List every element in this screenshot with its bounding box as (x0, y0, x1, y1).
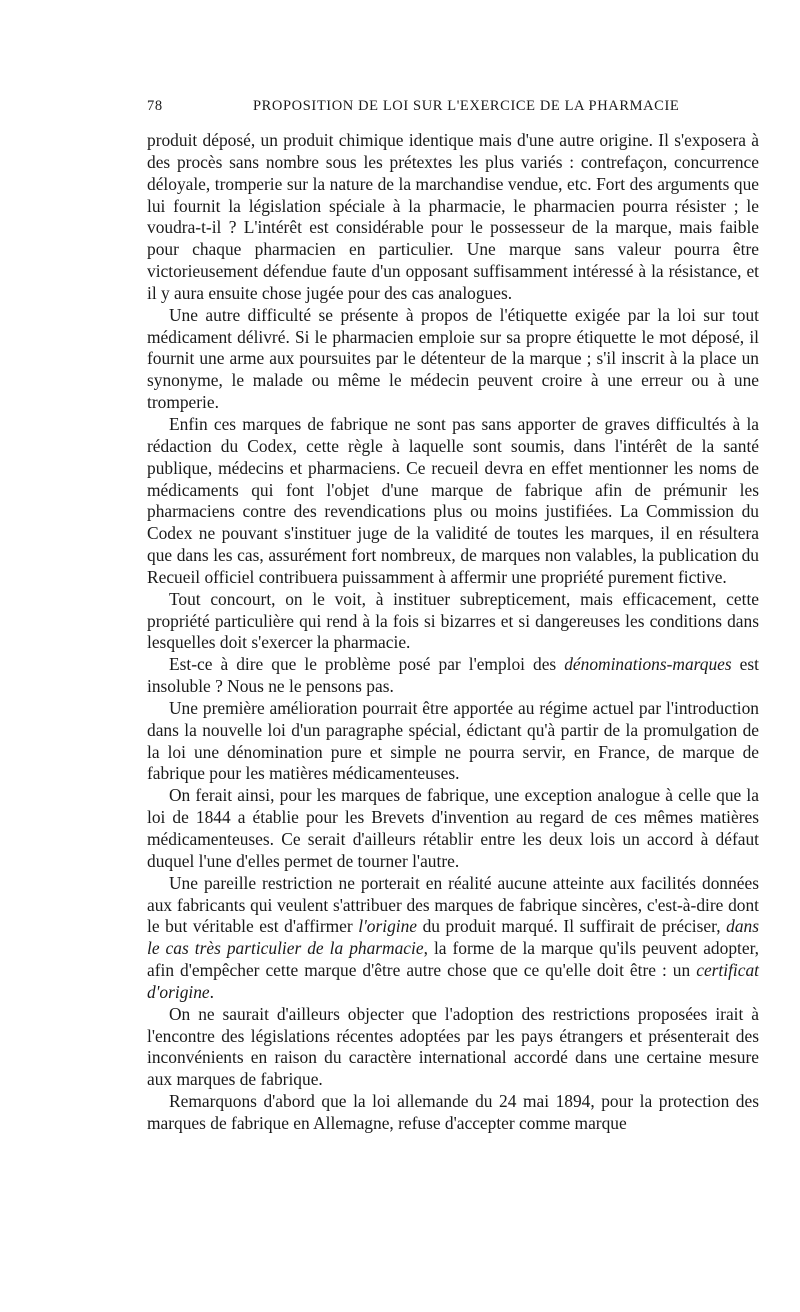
body-text (147, 130, 759, 1135)
paragraph-etiquette: Une autre difficulté se présente à propos de l'étiquette exigée par la loi sur tout médicament délivré. Si le pharmacien emploie sur sa propre étiquette le mot déposé, il fournit une arme aux poursuites par le détenteur de la marque ; s'il inscrit à la place un synonyme, le malade ou même le médecin peuvent croire à une erreur ou à une tromperie. (147, 304, 759, 413)
paragraph-pareille-restriction (147, 873, 759, 1004)
paragraph-codex: Enfin ces marques de fabrique ne sont pas sans apporter de graves difficultés à la rédaction du Codex, cette règle à laquelle sont soumis, dans l'intérêt de la santé publique, médecins et pharmaciens. Ce recueil devra en effet mentionner les noms de médicaments qui font l'objet d'une marque de fabrique afin de prémunir les pharmaciens contre des revendications plus ou moins justifiées. La Commission du Codex ne pouvant s'instituer juge de la validité de toutes les marques, il en résultera que dans les cas, assurément fort nombreux, de marques non valables, la publication du Recueil officiel contribuera puissamment à affermir une propriété purement fictive. (147, 413, 759, 587)
italic-term: l'origine (358, 916, 418, 937)
paragraph-tout-concourt: Tout concourt, on le voit, à instituer subrepticement, mais efficacement, cette propriété particulière qui rend à la fois si bizarres et si dangereuses les conditions dans lesquelles doit s'exercer la pharmacie. (147, 588, 759, 653)
text-segment: Une pareille restriction ne porterait en réalité aucune atteinte aux facilités données aux fabricants qui veulent s'attribuer des marques de fabrique sincères, c'est-à-dire dont le but véritable est d'affirmer (147, 872, 759, 937)
italic-term: certificat d'origine (147, 960, 759, 1002)
text-segment: est insoluble ? Nous ne le pensons pas. (147, 654, 760, 697)
paragraph-objection: On ne saurait d'ailleurs objecter que l'adoption des restrictions proposées irait à l'encontre des législations récentes adoptées par les pays étrangers et présenterait des inconvénients en raison du caractère international accordé dans une certaine mesure aux marques de fabrique. (147, 1003, 759, 1090)
paragraph-continued: produit déposé, un produit chimique identique mais d'une autre origine. Il s'exposera à des procès sans nombre sous les prétextes les plus variés : contrefaçon, concurrence déloyale, tromperie sur la nature de la marchandise vendue, etc. Fort des arguments que lui fournit la législation spéciale à la pharmacie, le pharmacien pourra résister ; le voudra-t-il ? L'intérêt est considérable pour le possesseur de la marque, mais faible pour chaque pharmacien en particulier. Une marque sans valeur pourra être victorieusement défendue faute d'un opposant suffisamment intéressé à la résistance, et il y aura ensuite chose jugée pour des cas analogues. (147, 130, 759, 303)
running-title: PROPOSITION DE LOI SUR L'EXERCICE DE LA PHARMACIE (253, 98, 680, 114)
text-segment: du produit marqué. Il suffirait de préciser, (417, 916, 727, 937)
page-number: 78 (147, 98, 163, 114)
paragraph-on-ferait-ainsi: On ferait ainsi, pour les marques de fabrique, une exception analogue à celle que la loi de 1844 a établie pour les Brevets d'invention au regard de ces mêmes matières médicamenteuses. Ce serait d'ailleurs rétablir entre les deux lois un accord à défaut duquel l'une d'elles permet de tourner l'autre. (147, 785, 759, 871)
paragraph-premiere-amelioration: Une première amélioration pourrait être apportée au régime actuel par l'introduction dans la nouvelle loi d'un paragraphe spécial, édictant qu'à partir de la promulgation de la loi une dénomination pure et simple ne pourra servir, en France, de marque de fabrique pour les matières médicamenteuses. (147, 697, 759, 784)
text-segment: , la forme de la marque qu'ils peuvent adopter, afin d'empêcher cette marque d'être autre chose que ce qu'elle doit être : un (147, 938, 760, 981)
text-segment: Est-ce à dire que le problème posé par l'emploi des (169, 654, 565, 675)
italic-term: dénominations-marques (564, 654, 732, 675)
text-segment: . (209, 981, 215, 1002)
running-header (147, 98, 759, 118)
italic-term: dans le cas très particulier de la pharmacie (147, 916, 759, 959)
paragraph-est-ce-a-dire (147, 654, 759, 698)
paragraph-loi-allemande: Remarquons d'abord que la loi allemande du 24 mai 1894, pour la protection des marques de fabrique en Allemagne, refuse d'accepter comme marque (147, 1091, 759, 1133)
